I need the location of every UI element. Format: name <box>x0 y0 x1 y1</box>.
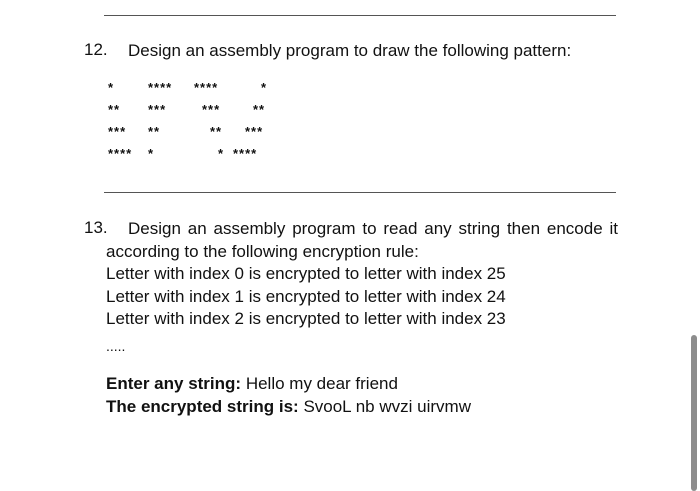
example-output-line <box>106 395 471 418</box>
word: Design <box>128 219 181 238</box>
pattern-segment: **** <box>108 146 133 161</box>
word: then <box>506 219 541 238</box>
word: any <box>424 219 452 238</box>
pattern-segment: ** <box>108 102 121 117</box>
ellipsis: ..... <box>106 337 126 354</box>
output-value: SvooL nb wvzi uirvmw <box>303 397 471 416</box>
pattern-segment: * <box>148 146 155 161</box>
output-label: The encrypted string is: <box>106 397 299 416</box>
text-line: Letter with index 0 is encrypted to letter with index 25 <box>106 264 506 283</box>
scrollbar-thumb[interactable] <box>691 335 697 491</box>
text-line: Letter with index 2 is encrypted to letter with index 23 <box>106 309 506 328</box>
pattern-segment: *** <box>108 124 127 139</box>
middle-divider <box>104 192 616 193</box>
example-output <box>106 372 471 418</box>
pattern-segment: ** <box>148 124 161 139</box>
top-divider <box>104 15 616 16</box>
pattern-segment: *** <box>245 124 264 139</box>
word: it <box>609 219 618 238</box>
pattern-row-3 <box>108 124 278 146</box>
word: assembly <box>213 219 286 238</box>
word: program <box>292 219 356 238</box>
pattern-segment: ** <box>210 124 223 139</box>
pattern-segment: * <box>218 146 225 161</box>
word: an <box>187 219 207 238</box>
word: read <box>383 219 418 238</box>
text-line: according to the following encryption rule: <box>106 241 419 261</box>
pattern-segment: ** <box>253 102 266 117</box>
word: encode <box>546 219 603 238</box>
text-line: Letter with index 1 is encrypted to letter with index 24 <box>106 286 506 306</box>
input-label: Enter any string: <box>106 374 242 393</box>
pattern-segment: **** <box>194 80 219 95</box>
word: string <box>458 219 501 238</box>
pattern-segment: **** <box>233 146 258 161</box>
input-value: Hello my dear friend <box>245 374 398 393</box>
question-12-number: 12. <box>84 40 108 59</box>
pattern-row-4 <box>108 146 278 168</box>
word: to <box>362 219 377 238</box>
pattern-row-1 <box>108 80 278 102</box>
question-12-text: Design an assembly program to draw the following pattern: <box>128 41 572 60</box>
pattern-segment: * <box>261 80 268 95</box>
pattern-segment: *** <box>148 102 167 117</box>
pattern-segment: **** <box>148 80 173 95</box>
question-13-text <box>106 218 618 357</box>
example-input-line <box>106 372 471 395</box>
question-13-number: 13. <box>84 218 108 237</box>
pattern-segment: * <box>108 80 115 95</box>
pattern-segment: *** <box>202 102 221 117</box>
question-13-first-line <box>106 218 618 241</box>
star-pattern <box>108 80 278 168</box>
pattern-row-2 <box>108 102 278 124</box>
